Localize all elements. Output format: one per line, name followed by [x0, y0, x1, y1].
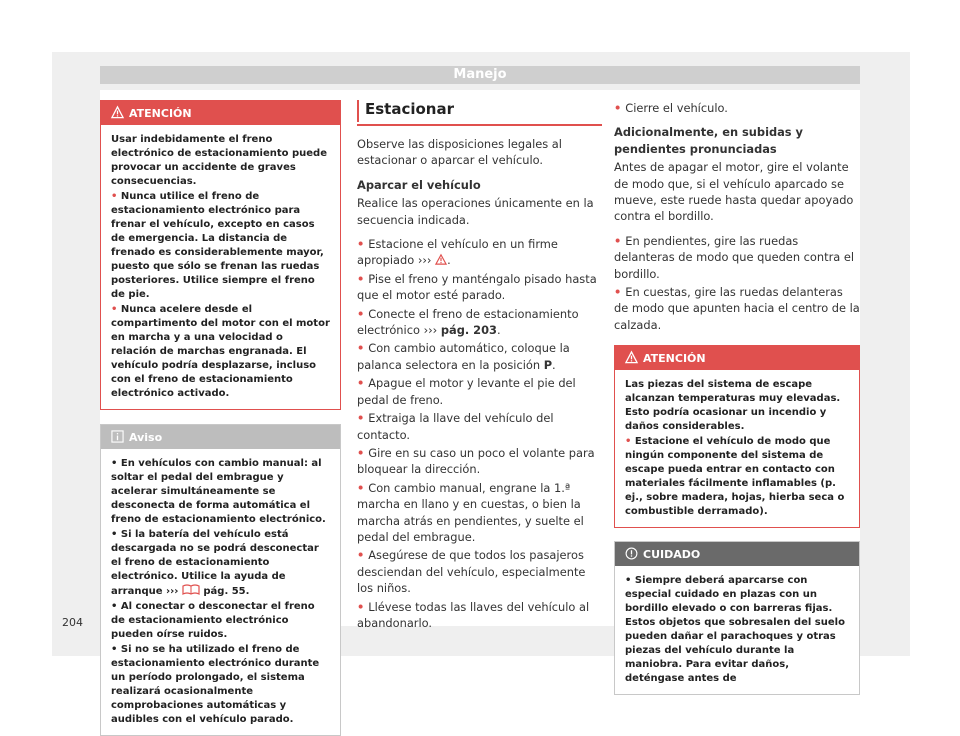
warning-triangle-icon — [111, 106, 124, 119]
list-item — [357, 271, 602, 304]
bullet-icon: • — [614, 285, 626, 300]
note-box-body — [101, 449, 340, 735]
warning-intro: Las piezas del sistema de escape alcanzan temperaturas muy elevadas. Esto podría ocasionar un incendio y daños considerables. — [625, 379, 841, 433]
list-item — [111, 303, 330, 401]
warning-box-header — [101, 101, 340, 125]
bullet-icon: • — [357, 376, 369, 391]
list-item: • Estacione el vehículo en un firme apropiado ››› . — [357, 237, 558, 268]
warning-box-header — [615, 346, 859, 370]
bullet-icon: • — [111, 601, 121, 612]
exclamation-circle-icon — [625, 547, 638, 560]
warning-item-text: Estacione el vehículo de modo que ningún componente del sistema de escape pueda entrar en contacto con materiales fácilmente inflamables (p. ej., sobre madera, hojas, hierba seca o combustible derramado). — [625, 436, 845, 518]
warning-item-text: Nunca utilice el freno de estacionamiento electrónico para frenar el vehículo, excepto en casos de emergencia. La distancia de frenado es considerablemente mayor, puesto que sólo se frenan las ruedas posteriores. Utilice siempre el freno de pie. — [111, 191, 324, 300]
list-item — [357, 445, 602, 478]
page-header: Manejo — [100, 66, 860, 84]
bullet-icon: • — [614, 233, 626, 248]
list-item — [614, 284, 860, 333]
list-item — [614, 233, 860, 282]
note-item-text: En vehículos con cambio manual: al soltar el pedal del embrague y acelerar simultáneamente se desconecta de forma automática el freno de estacionamiento electrónico. — [111, 458, 326, 525]
list-item — [357, 547, 602, 596]
list-item — [625, 574, 849, 686]
list-item: • Conecte el freno de estacionamiento electrónico ››› pág. 203. — [357, 306, 579, 338]
info-icon — [111, 430, 124, 443]
step-text: Estacione el vehículo en un firme apropiado — [357, 237, 558, 268]
step-text: Con cambio automático, coloque la palanca selectora en la posición — [357, 341, 570, 372]
warning-item-text: Nunca acelere desde el compartimento del motor con el motor en marcha y a una velocidad o relación de marchas engranada. El vehículo podría desplazarse, incluso con el freno de estacionamiento electrónico activado. — [111, 304, 330, 399]
step-text: Cierre el vehículo. — [625, 101, 728, 115]
bullet-icon: • — [357, 306, 369, 321]
bullet-icon: • — [625, 575, 635, 587]
section-title: Estacionar — [357, 100, 602, 126]
bullet-icon: • — [111, 458, 121, 469]
subsection-title: Aparcar el vehículo — [357, 177, 481, 192]
note-item-text: Si la batería del vehículo está descargada no se podrá desconectar el freno de estacionamiento electrónico. Utilice la ayuda de arranque — [111, 529, 319, 597]
section-body — [357, 136, 602, 631]
step-text: En pendientes, gire las ruedas delanteras de modo que queden contra el bordillo. — [614, 233, 855, 281]
column-middle — [357, 100, 602, 633]
warning-box-title: ATENCIÓN — [643, 351, 706, 365]
step-text: Pise el freno y manténgalo pisado hasta que el motor esté parado. — [357, 271, 597, 303]
bullet-icon: • — [357, 548, 369, 563]
step-text: En cuestas, gire las ruedas delanteras de modo que apunten hacia el centro de la calzada. — [614, 285, 860, 332]
section-body-continued — [614, 100, 860, 333]
caution-item-text: Siempre deberá aparcarse con especial cuidado en plazas con un bordillo elevado o con barreras fijas. Estos objetos que sobresalen del suelo pueden dañar el parachoques y otras piezas del vehículo durante la maniobra. Para evitar daños, deténgase antes de — [625, 575, 845, 685]
step-text: Llévese todas las llaves del vehículo al abandonarlo. — [357, 599, 590, 630]
list-item — [357, 480, 602, 546]
note-box-title: Aviso — [129, 430, 163, 444]
bullet-icon: • — [357, 445, 369, 460]
page-reference-link[interactable]: pág. 55 — [203, 586, 246, 597]
list-item — [625, 435, 849, 519]
step-text: Extraiga la llave del vehículo del contacto. — [357, 411, 554, 442]
subsection-title: Adicionalmente, en subidas y pendientes pronunciadas — [614, 125, 803, 156]
list-item — [111, 600, 330, 642]
page-number: 204 — [62, 616, 83, 629]
subsection-intro: Antes de apagar el motor, gire el volante de modo que, si el vehículo aparcado se mueve, este ruede hasta quedar apoyado contra el bordillo. — [614, 160, 854, 224]
bullet-icon: • — [111, 529, 121, 540]
caution-box-header — [615, 542, 859, 566]
warning-box-exhaust — [614, 345, 860, 528]
caution-box-cuidado — [614, 541, 860, 695]
step-text: Apague el motor y levante el pie del pedal de freno. — [357, 376, 576, 407]
step-text: Gire en su caso un poco el volante para bloquear la dirección. — [357, 445, 595, 477]
warning-triangle-icon — [435, 254, 447, 265]
list-item: • Si la batería del vehículo está descargada no se podrá desconectar el freno de estacionamiento electrónico. Utilice la ayuda de arranque ››› pág. 55. — [111, 529, 319, 597]
cross-ref-arrow-icon: ››› — [423, 323, 438, 338]
note-box-aviso — [100, 424, 341, 736]
list-item — [357, 599, 602, 632]
book-reference-icon — [182, 584, 200, 595]
warning-box-body — [101, 125, 340, 409]
warning-box-body — [615, 370, 859, 527]
list-item — [111, 457, 330, 527]
bullet-icon: • — [111, 191, 121, 202]
step-text: Conecte el freno de estacionamiento electrónico — [357, 306, 579, 338]
list-item: • Con cambio automático, coloque la palanca selectora en la posición P. — [357, 341, 570, 372]
note-box-header — [101, 425, 340, 449]
cross-ref-arrow-icon: ››› — [417, 253, 432, 268]
cross-ref-arrow-icon: ››› — [166, 586, 179, 597]
list-item — [111, 190, 330, 302]
note-item-text: Si no se ha utilizado el freno de estacionamiento electrónico durante un período prolongado, el sistema realizará ocasionalmente comprobaciones automáticas y audibles con el vehículo parado. — [111, 644, 320, 725]
bullet-icon: • — [357, 599, 369, 614]
bullet-icon: • — [625, 436, 635, 448]
list-item — [357, 410, 602, 443]
warning-box-parking-brake — [100, 100, 341, 410]
subsection-intro: Realice las operaciones únicamente en la secuencia indicada. — [357, 196, 594, 227]
list-item — [614, 100, 860, 116]
bullet-icon: • — [357, 480, 369, 495]
gear-position: P — [543, 357, 553, 372]
step-text: Con cambio manual, engrane la 1.ª marcha en llano y en cuestas, o bien la marcha atrás en pendientes, y suelte el pedal del embrague. — [357, 480, 584, 544]
bullet-icon: • — [357, 341, 369, 356]
bullet-icon: • — [111, 304, 121, 315]
bullet-icon: • — [357, 237, 369, 252]
bullet-icon: • — [111, 644, 121, 655]
column-right — [614, 100, 860, 695]
warning-box-title: ATENCIÓN — [129, 106, 192, 120]
list-item — [357, 375, 602, 408]
caution-box-body — [615, 566, 859, 694]
bullet-icon: • — [614, 101, 626, 115]
bullet-icon: • — [357, 411, 369, 426]
page-reference-link[interactable]: pág. 203 — [440, 323, 497, 338]
step-text: Asegúrese de que todos los pasajeros desciendan del vehículo, especialmente los niños. — [357, 548, 586, 596]
list-item — [111, 643, 330, 727]
warning-intro: Usar indebidamente el freno electrónico de estacionamiento puede provocar un accidente de graves consecuencias. — [111, 134, 327, 187]
caution-box-title: CUIDADO — [643, 547, 701, 561]
bullet-icon: • — [357, 271, 369, 286]
note-item-text: Al conectar o desconectar el freno de estacionamiento electrónico pueden oírse ruidos. — [111, 601, 315, 640]
section-intro: Observe las disposiciones legales al estacionar o aparcar el vehículo. — [357, 137, 562, 168]
column-left — [100, 100, 341, 736]
warning-triangle-icon — [625, 351, 638, 364]
